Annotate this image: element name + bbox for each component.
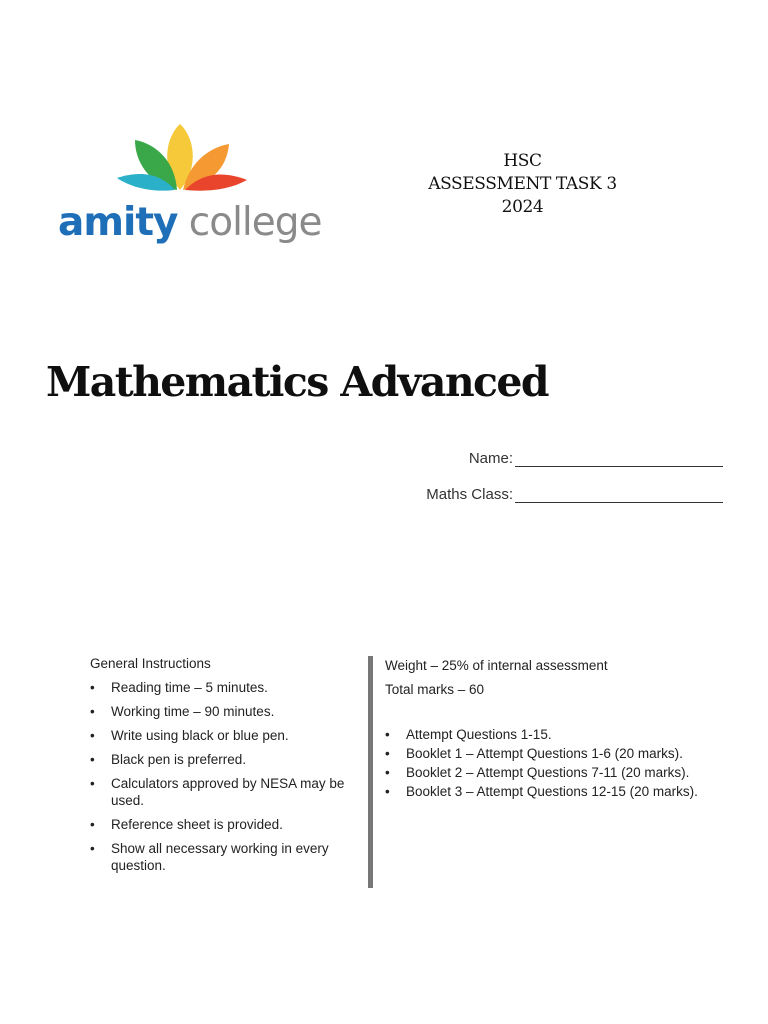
header-line-task: ASSESSMENT TASK 3 bbox=[428, 174, 617, 194]
amity-college-logo bbox=[58, 118, 322, 248]
name-label: Name: bbox=[468, 450, 513, 467]
list-item: • Booklet 3 – Attempt Questions 12-15 (20 marks). bbox=[385, 783, 745, 800]
list-item: • Write using black or blue pen. bbox=[90, 727, 360, 744]
attempt-list bbox=[385, 726, 745, 800]
maths-class-label: Maths Class: bbox=[426, 486, 513, 503]
subject-title: Mathematics Advanced bbox=[46, 358, 548, 406]
list-item: • Attempt Questions 1-15. bbox=[385, 726, 745, 743]
instructions-list bbox=[90, 679, 360, 874]
assessment-header bbox=[400, 150, 645, 219]
vertical-divider bbox=[368, 656, 373, 888]
list-item: • Calculators approved by NESA may be used. bbox=[90, 775, 360, 809]
flower-logo-icon bbox=[113, 118, 253, 194]
name-blank-line[interactable] bbox=[515, 450, 723, 467]
list-item: • Show all necessary working in every question. bbox=[90, 840, 360, 874]
list-item: • Reading time – 5 minutes. bbox=[90, 679, 360, 696]
total-marks-line: Total marks – 60 bbox=[385, 682, 485, 697]
header-line-year: 2024 bbox=[501, 197, 544, 217]
logo-word-amity: amity bbox=[58, 200, 178, 245]
header-line-hsc: HSC bbox=[503, 151, 542, 171]
list-item: • Black pen is preferred. bbox=[90, 751, 360, 768]
maths-class-field[interactable] bbox=[426, 486, 723, 503]
maths-class-blank-line[interactable] bbox=[515, 486, 723, 503]
logo-word-college: college bbox=[177, 200, 322, 245]
list-item: • Reference sheet is provided. bbox=[90, 816, 360, 833]
general-instructions-heading: General Instructions bbox=[90, 656, 211, 671]
list-item: • Booklet 1 – Attempt Questions 1-6 (20 marks). bbox=[385, 745, 745, 762]
logo-wordmark bbox=[58, 198, 322, 248]
name-field[interactable] bbox=[469, 450, 723, 467]
general-instructions bbox=[90, 656, 360, 881]
weight-line: Weight – 25% of internal assessment bbox=[385, 658, 608, 673]
list-item: • Working time – 90 minutes. bbox=[90, 703, 360, 720]
weight-section bbox=[385, 656, 745, 802]
list-item: • Booklet 2 – Attempt Questions 7-11 (20 marks). bbox=[385, 764, 745, 781]
